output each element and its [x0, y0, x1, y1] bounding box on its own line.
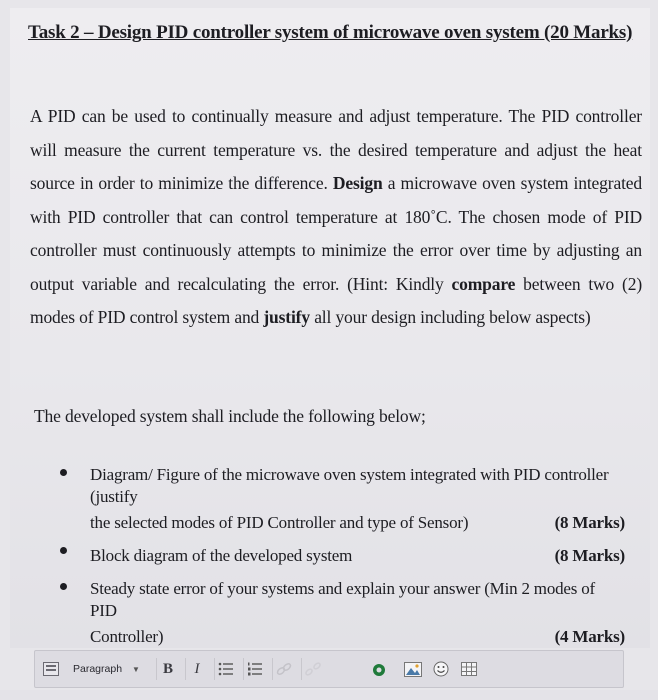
desc-bold-justify: justify	[263, 307, 310, 327]
bullet-icon	[60, 547, 67, 554]
link-icon[interactable]	[272, 658, 295, 680]
italic-button[interactable]: I	[185, 658, 208, 680]
bullet-icon	[60, 469, 67, 476]
list-item-line1: Diagram/ Figure of the microwave oven system integrated with PID controller (justify	[90, 465, 609, 506]
list-item-line1: Block diagram of the developed system	[90, 546, 353, 565]
paragraph-format-select[interactable]	[67, 658, 146, 680]
list-item-line1: Steady state error of your systems and explain your answer (Min 2 modes of PID	[90, 579, 595, 620]
desc-bold-compare: compare	[451, 273, 516, 294]
numbered-list-icon[interactable]	[243, 658, 266, 680]
bold-button[interactable]: B	[156, 658, 179, 680]
editor-body-edge	[0, 690, 658, 700]
image-icon[interactable]	[402, 658, 424, 680]
task-title: Task 2 – Design PID controller system of microwave oven system (20 Marks)	[28, 22, 633, 43]
list-item-line2: the selected modes of PID Controller and type of Sensor)	[90, 513, 469, 532]
requirements-list	[60, 464, 625, 660]
marks-label: (8 Marks)	[554, 513, 625, 532]
requirements-intro: The developed system shall include the following below;	[34, 406, 426, 426]
paragraph-format-label: Paragraph	[73, 663, 123, 675]
marks-label: (4 Marks)	[554, 627, 625, 646]
chevron-down-icon: ▼	[132, 664, 140, 674]
list-item	[60, 464, 625, 538]
unlink-icon[interactable]	[301, 658, 324, 680]
media-icon[interactable]	[430, 658, 452, 680]
list-item-line2: Controller)	[90, 627, 164, 646]
color-icon[interactable]	[368, 658, 390, 680]
desc-text-4: all your design including below aspects)	[309, 307, 591, 327]
task-description	[30, 100, 642, 335]
desc-text-1: A PID can be used to continually measure and adjust temperature. The PID controller will measure the current temperature vs. the desired temperature and adjust the heat source in order to minimize the difference.	[30, 106, 642, 193]
list-item	[60, 578, 625, 652]
desc-bold-design: Design	[332, 173, 383, 193]
editor-toolbar	[34, 650, 624, 688]
list-item	[60, 542, 625, 570]
document-page	[10, 8, 650, 648]
desc-text-3: between two (2) modes of PID control system and	[30, 273, 642, 327]
table-icon[interactable]	[458, 658, 480, 680]
toggle-toolbar-icon[interactable]	[43, 661, 59, 677]
marks-label: (8 Marks)	[554, 546, 625, 565]
bullet-icon	[60, 583, 67, 590]
bullet-list-icon[interactable]	[214, 658, 237, 680]
desc-text-2: a microwave oven system integrated with PID controller that can control temperature at 180˚C. The chosen mode of PID controller must continuously attempts to minimize the error over time by adjusting an output variable and recalculating the error. (Hint: Kindly	[30, 173, 642, 294]
